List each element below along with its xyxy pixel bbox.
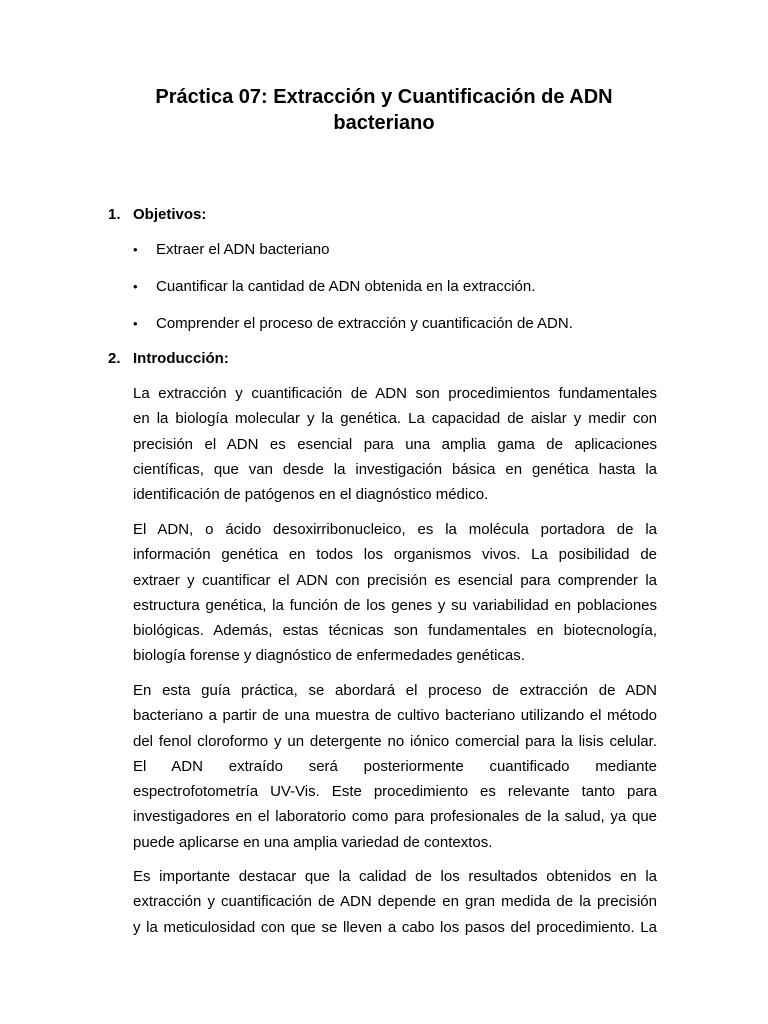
paragraph-line: bacteriano a partir de una muestra de cultivo bacteriano utilizando el método bbox=[133, 707, 657, 725]
paragraph-line: extraer y cuantificar el ADN con precisión es esencial para comprender la bbox=[133, 571, 657, 589]
paragraph-line: biología forense y diagnóstico de enfermedades genéticas. bbox=[133, 647, 525, 665]
paragraph-line: En esta guía práctica, se abordará el proceso de extracción de ADN bbox=[133, 682, 657, 699]
paragraph-line: El ADN, o ácido desoxirribonucleico, es la molécula portadora de la bbox=[133, 521, 657, 538]
paragraph-line: espectrofotometría UV-Vis. Este procedimiento es relevante tanto para bbox=[133, 783, 657, 801]
objective-item bbox=[133, 240, 329, 260]
paragraph-line: puede aplicarse en una amplia variedad de contextos. bbox=[133, 833, 493, 851]
document-title bbox=[100, 84, 668, 136]
objective-text: Cuantificar la cantidad de ADN obtenida en la extracción. bbox=[156, 278, 536, 295]
intro-paragraph bbox=[133, 864, 657, 940]
title-line-1: Práctica 07: Extracción y Cuantificación de ADN bbox=[155, 86, 613, 108]
paragraph-line: precisión el ADN es esencial para una amplia gama de aplicaciones bbox=[133, 435, 657, 453]
bullet-icon: • bbox=[133, 279, 138, 294]
paragraph-line: y la meticulosidad con que se lleven a cabo los pasos del procedimiento. La bbox=[133, 918, 657, 936]
title-line-2: bacteriano bbox=[333, 112, 435, 134]
bullet-icon: • bbox=[133, 242, 138, 257]
paragraph-line: identificación de patógenos en el diagnóstico médico. bbox=[133, 486, 489, 504]
objective-item bbox=[133, 314, 573, 334]
section-number: 1. bbox=[108, 206, 121, 223]
objective-text: Extraer el ADN bacteriano bbox=[156, 241, 330, 258]
paragraph-line: científicas, que van desde la investigación básica en genética hasta la bbox=[133, 460, 657, 478]
section-number: 2. bbox=[108, 350, 121, 367]
paragraph-line: extracción y cuantificación de ADN depende en gran medida de la precisión bbox=[133, 893, 657, 911]
paragraph-line: biológicas. Además, estas técnicas son fundamentales en biotecnología, bbox=[133, 622, 657, 640]
section-title: Objetivos: bbox=[133, 206, 207, 223]
objective-text: Comprender el proceso de extracción y cuantificación de ADN. bbox=[156, 315, 573, 332]
paragraph-line: del fenol cloroformo y un detergente no iónico comercial para la lisis celular. bbox=[133, 732, 657, 750]
intro-paragraph bbox=[133, 678, 657, 855]
intro-paragraph bbox=[133, 381, 657, 507]
paragraph-line: Es importante destacar que la calidad de los resultados obtenidos en la bbox=[133, 868, 657, 885]
paragraph-line: La extracción y cuantificación de ADN son procedimientos fundamentales bbox=[133, 385, 657, 402]
intro-paragraph bbox=[133, 517, 657, 669]
objective-item bbox=[133, 277, 535, 297]
paragraph-line: en la biología molecular y la genética. La capacidad de aislar y medir con bbox=[133, 410, 657, 428]
paragraph-line: El ADN extraído será posteriormente cuantificado mediante bbox=[133, 757, 657, 775]
section-title: Introducción: bbox=[133, 350, 229, 367]
section-heading-introduccion bbox=[108, 349, 229, 369]
paragraph-line: estructura genética, la función de los genes y su variabilidad en poblaciones bbox=[133, 596, 657, 614]
paragraph-line: investigadores en el laboratorio como para profesionales de la salud, ya que bbox=[133, 808, 657, 826]
bullet-icon: • bbox=[133, 316, 138, 331]
section-heading-objetivos bbox=[108, 205, 206, 225]
paragraph-line: información genética en todos los organismos vivos. La posibilidad de bbox=[133, 546, 657, 564]
